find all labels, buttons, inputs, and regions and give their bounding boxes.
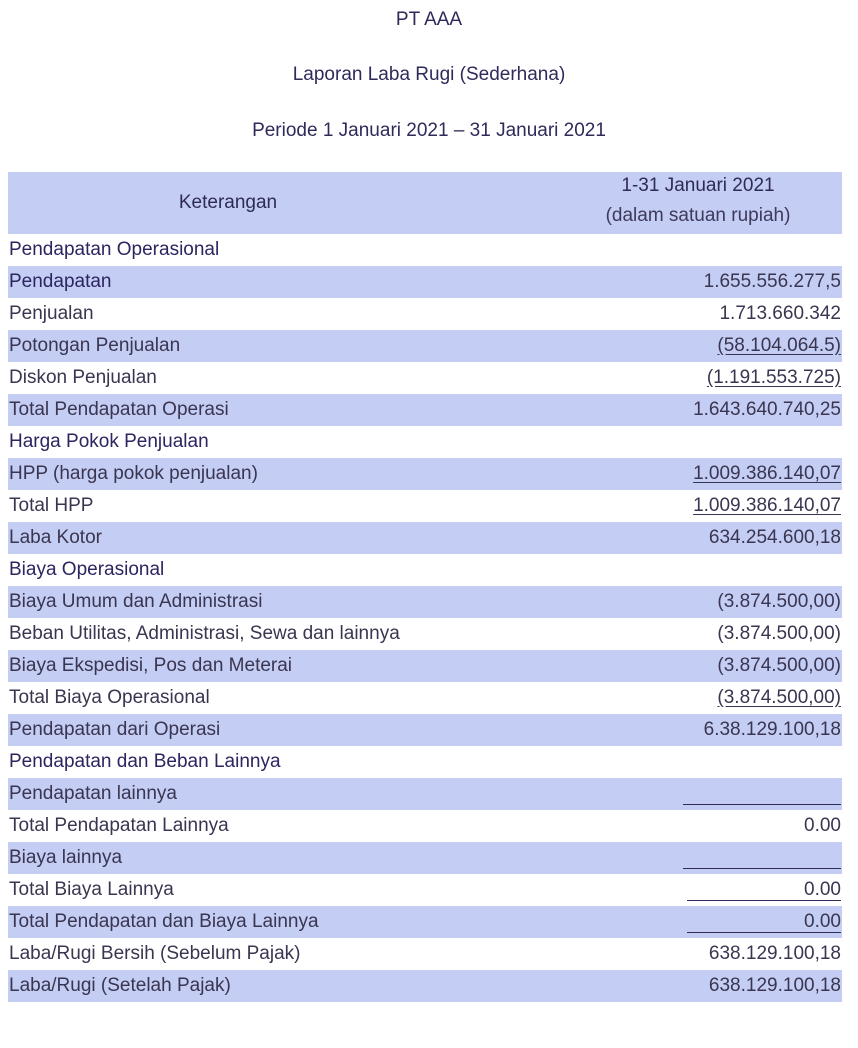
row-label: Pendapatan (9, 271, 112, 292)
row-value: 0.00 (804, 879, 841, 900)
row-value: 638.129.100,18 (708, 943, 841, 964)
row-value: (58.104.064.5) (717, 335, 841, 356)
table-row (8, 330, 842, 362)
row-label: Pendapatan lainnya (9, 783, 177, 804)
report-period: Periode 1 Januari 2021 – 31 Januari 2021 (252, 120, 606, 141)
column-header-unit: (dalam satuan rupiah) (605, 205, 791, 226)
row-label: Total Pendapatan Operasi (9, 399, 229, 420)
row-label: Potongan Penjualan (9, 335, 181, 356)
company-name: PT AAA (395, 9, 463, 30)
table-row (8, 586, 842, 618)
row-label: Biaya Umum dan Administrasi (9, 591, 263, 612)
row-label: Total Pendapatan dan Biaya Lainnya (9, 911, 319, 932)
row-value: 1.009.386.140,07 (693, 463, 841, 484)
row-value: 1.643.640.740,25 (693, 399, 841, 420)
table-row (8, 842, 842, 874)
table-row (8, 554, 842, 586)
row-label: Total HPP (9, 495, 94, 516)
row-label: Biaya lainnya (9, 847, 123, 868)
row-value: (3.874.500,00) (717, 687, 841, 708)
row-label: Biaya Operasional (9, 559, 165, 580)
row-label: Pendapatan dari Operasi (9, 719, 221, 740)
table-row (8, 714, 842, 746)
row-value: 0.00 (804, 815, 841, 836)
row-label: Biaya Ekspedisi, Pos dan Meterai (9, 655, 293, 676)
row-value: 1.655.556.277,5 (703, 271, 841, 292)
row-label: Total Biaya Lainnya (9, 879, 174, 900)
table-row (8, 970, 842, 1002)
table-row (8, 298, 842, 330)
table-row (8, 458, 842, 490)
table-row (8, 362, 842, 394)
total-underline (687, 900, 841, 901)
row-label: Laba Kotor (9, 527, 102, 548)
table-row (8, 394, 842, 426)
table-row (8, 810, 842, 842)
row-value: (3.874.500,00) (717, 591, 841, 612)
row-label: Laba/Rugi (Setelah Pajak) (9, 975, 231, 996)
row-label: Harga Pokok Penjualan (9, 431, 209, 452)
row-value: (3.874.500,00) (717, 655, 841, 676)
table-row (8, 522, 842, 554)
income-statement-table (8, 172, 842, 1002)
table-row (8, 490, 842, 522)
table-row (8, 618, 842, 650)
table-row (8, 778, 842, 810)
row-value: 6.38.129.100,18 (703, 719, 841, 740)
table-row (8, 650, 842, 682)
blank-value-line (683, 868, 841, 869)
row-label: Penjualan (9, 303, 94, 324)
row-label: Laba/Rugi Bersih (Sebelum Pajak) (9, 943, 301, 964)
blank-value-line (683, 804, 841, 805)
row-value: 634.254.600,18 (708, 527, 841, 548)
table-row (8, 746, 842, 778)
table-row (8, 234, 842, 266)
row-value: (3.874.500,00) (717, 623, 841, 644)
row-label: Pendapatan Operasional (9, 239, 220, 260)
report-title: Laporan Laba Rugi (Sederhana) (292, 64, 566, 85)
table-header (8, 172, 842, 234)
row-label: Beban Utilitas, Administrasi, Sewa dan lainnya (9, 623, 400, 644)
total-underline (687, 932, 841, 933)
table-row (8, 266, 842, 298)
row-label: Pendapatan dan Beban Lainnya (9, 751, 281, 772)
table-row (8, 874, 842, 906)
row-value: 0.00 (804, 911, 841, 932)
column-header-description: Keterangan (178, 192, 278, 213)
row-value: 1.713.660.342 (719, 303, 841, 324)
row-value: 1.009.386.140,07 (693, 495, 841, 516)
table-row (8, 682, 842, 714)
row-value: 638.129.100,18 (708, 975, 841, 996)
row-value: (1.191.553.725) (706, 367, 841, 388)
table-row (8, 906, 842, 938)
row-label: Diskon Penjualan (9, 367, 157, 388)
table-row (8, 938, 842, 970)
row-label: Total Pendapatan Lainnya (9, 815, 229, 836)
table-row (8, 426, 842, 458)
row-label: HPP (harga pokok penjualan) (9, 463, 258, 484)
row-label: Total Biaya Operasional (9, 687, 210, 708)
column-header-period: 1-31 Januari 2021 (621, 175, 775, 196)
